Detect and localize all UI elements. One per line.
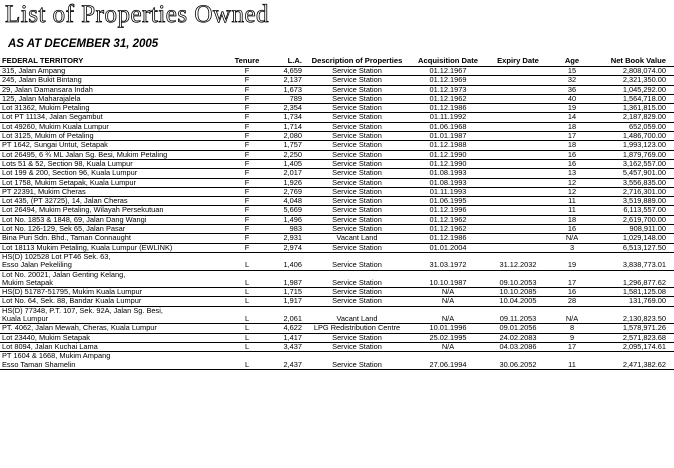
expiry-date-cell (486, 187, 550, 196)
tenure-cell: F (230, 197, 264, 206)
acquisition-date-cell: 01.12.1996 (410, 206, 486, 215)
description-cell: Service Station (304, 113, 410, 122)
location-line: Lot 435, (PT 32725), 14, Jalan Cheras (2, 196, 128, 206)
location-cell (0, 85, 230, 94)
age-cell: 40 (550, 94, 594, 103)
table-row (0, 85, 674, 94)
description-cell: Service Station (304, 85, 410, 94)
la-cell: 1,417 (264, 333, 304, 342)
location-line: Lot No. 20021, Jalan Genting Kelang, (2, 269, 126, 279)
description-cell: Service Station (304, 104, 410, 113)
acquisition-date-cell: 01.12.1990 (410, 150, 486, 159)
description-cell: Service Station (304, 169, 410, 178)
net-book-value-cell: 908,911.00 (594, 225, 674, 234)
age-cell: 19 (550, 252, 594, 270)
location-cell (0, 333, 230, 342)
net-book-value-cell: 1,564,718.00 (594, 94, 674, 103)
net-book-value-cell: 2,130,823.50 (594, 306, 674, 324)
description-cell: Service Station (304, 159, 410, 168)
tenure-cell: F (230, 85, 264, 94)
la-cell: 2,250 (264, 150, 304, 159)
location-line: Lot PT 11134, Jalan Segambut (2, 112, 103, 122)
description-cell: Service Station (304, 333, 410, 342)
tenure-cell: F (230, 243, 264, 252)
acquisition-date-cell: 27.06.1994 (410, 352, 486, 370)
location-line: Kuala Lumpur (2, 314, 49, 324)
acquisition-date-cell: 01.08.1993 (410, 169, 486, 178)
la-cell: 1,917 (264, 297, 304, 306)
acquisition-date-cell: 01.12.1973 (410, 85, 486, 94)
description-cell: Service Station (304, 270, 410, 288)
location-cell (0, 113, 230, 122)
location-line: Lot 31362, Mukim Petaling (2, 103, 90, 113)
la-cell: 2,437 (264, 352, 304, 370)
acquisition-date-cell: 01.12.1990 (410, 159, 486, 168)
la-cell: 2,931 (264, 234, 304, 243)
tenure-cell: L (230, 252, 264, 270)
age-cell: 18 (550, 122, 594, 131)
acquisition-date-cell: 01.12.1962 (410, 215, 486, 224)
acquisition-date-cell: 01.12.1969 (410, 76, 486, 85)
la-cell: 3,437 (264, 342, 304, 351)
location-line: 29, Jalan Damansara Indah (2, 84, 93, 94)
la-cell: 1,734 (264, 113, 304, 122)
table-row (0, 270, 674, 288)
acquisition-date-cell: N/A (410, 342, 486, 351)
tenure-cell: F (230, 206, 264, 215)
expiry-date-cell (486, 94, 550, 103)
acquisition-date-cell: N/A (410, 297, 486, 306)
table-body (0, 67, 674, 370)
tenure-cell: F (230, 104, 264, 113)
description-cell: Service Station (304, 132, 410, 141)
net-book-value-cell: 2,187,829.00 (594, 113, 674, 122)
age-cell: N/A (550, 234, 594, 243)
col-header-acquisition-date: Acquisition Date (410, 57, 486, 67)
page-subtitle: AS AT DECEMBER 31, 2005 (8, 38, 159, 50)
expiry-date-cell (486, 141, 550, 150)
tenure-cell: F (230, 215, 264, 224)
age-cell: N/A (550, 306, 594, 324)
acquisition-date-cell: 01.12.1988 (410, 141, 486, 150)
table-row (0, 306, 674, 324)
expiry-date-cell (486, 169, 550, 178)
age-cell: 36 (550, 85, 594, 94)
tenure-cell: F (230, 76, 264, 85)
la-cell: 1,987 (264, 270, 304, 288)
location-line: HS(D) 102528 Lot PT46 Sek. 63, (2, 251, 111, 261)
acquisition-date-cell: 01.12.1967 (410, 67, 486, 76)
la-cell: 2,354 (264, 104, 304, 113)
la-cell: 5,669 (264, 206, 304, 215)
expiry-date-cell (486, 76, 550, 85)
la-cell: 4,659 (264, 67, 304, 76)
acquisition-date-cell: 01.08.1993 (410, 178, 486, 187)
age-cell: 18 (550, 141, 594, 150)
description-cell: Service Station (304, 297, 410, 306)
location-line: Esso Taman Shamelin (2, 359, 76, 369)
la-cell: 789 (264, 94, 304, 103)
description-cell: Service Station (304, 178, 410, 187)
table-row (0, 76, 674, 85)
table-row (0, 113, 674, 122)
age-cell: 17 (550, 132, 594, 141)
location-line: Lot 8094, Jalan Kuchai Lama (2, 341, 98, 351)
location-line: Lot No. 1853 & 1848, 69, Jalan Dang Wangi (2, 214, 147, 224)
tenure-cell: L (230, 342, 264, 351)
age-cell: 32 (550, 76, 594, 85)
expiry-date-cell (486, 122, 550, 131)
location-line: Lots 51 & 52, Section 98, Kuala Lumpur (2, 158, 133, 168)
la-cell: 4,622 (264, 324, 304, 333)
acquisition-date-cell: 01.01.1987 (410, 132, 486, 141)
la-cell: 2,974 (264, 243, 304, 252)
expiry-date-cell (486, 243, 550, 252)
age-cell: 17 (550, 270, 594, 288)
table-row (0, 206, 674, 215)
location-line: PT 1604 & 1668, Mukim Ampang (2, 351, 111, 361)
description-cell: Service Station (304, 122, 410, 131)
description-cell: Service Station (304, 67, 410, 76)
expiry-date-cell: 09.11.2053 (486, 306, 550, 324)
col-header-age: Age (550, 57, 594, 67)
table-row (0, 252, 674, 270)
acquisition-date-cell: 25.02.1995 (410, 333, 486, 342)
net-book-value-cell: 2,716,301.00 (594, 187, 674, 196)
location-line: HS(D) 51787-51795, Mukim Kuala Lumpur (2, 287, 143, 297)
net-book-value-cell: 1,029,148.00 (594, 234, 674, 243)
description-cell: Service Station (304, 342, 410, 351)
acquisition-date-cell: 01.11.1993 (410, 187, 486, 196)
age-cell: 11 (550, 352, 594, 370)
expiry-date-cell (486, 234, 550, 243)
net-book-value-cell: 5,457,901.00 (594, 169, 674, 178)
net-book-value-cell: 1,578,971.26 (594, 324, 674, 333)
net-book-value-cell: 6,113,557.00 (594, 206, 674, 215)
tenure-cell: F (230, 187, 264, 196)
net-book-value-cell: 2,619,700.00 (594, 215, 674, 224)
la-cell: 1,496 (264, 215, 304, 224)
acquisition-date-cell: 01.12.1962 (410, 94, 486, 103)
age-cell: 18 (550, 215, 594, 224)
net-book-value-cell: 3,556,835.00 (594, 178, 674, 187)
description-cell: Service Station (304, 197, 410, 206)
acquisition-date-cell: 01.12.1986 (410, 104, 486, 113)
age-cell: 28 (550, 297, 594, 306)
description-cell: Service Station (304, 206, 410, 215)
age-cell: 16 (550, 159, 594, 168)
location-cell (0, 352, 230, 370)
tenure-cell: F (230, 113, 264, 122)
table-row (0, 352, 674, 370)
location-cell (0, 306, 230, 324)
age-cell: 8 (550, 324, 594, 333)
la-cell: 983 (264, 225, 304, 234)
expiry-date-cell: 09.10.2053 (486, 270, 550, 288)
table-row (0, 333, 674, 342)
description-cell: Service Station (304, 288, 410, 297)
age-cell: 17 (550, 342, 594, 351)
description-cell: Vacant Land (304, 234, 410, 243)
expiry-date-cell: 30.06.2052 (486, 352, 550, 370)
location-line: 125, Jalan Maharajalela (2, 93, 81, 103)
net-book-value-cell: 6,513,127.50 (594, 243, 674, 252)
description-cell: Service Station (304, 225, 410, 234)
location-line: Lot 18113 Mukim Petaling, Kuala Lumpur (EWLINK) (2, 242, 173, 252)
la-cell: 1,406 (264, 252, 304, 270)
expiry-date-cell (486, 132, 550, 141)
la-cell: 2,769 (264, 187, 304, 196)
col-header-description: Description of Properties (304, 57, 410, 67)
description-cell: Service Station (304, 150, 410, 159)
table-row (0, 234, 674, 243)
expiry-date-cell: 24.02.2083 (486, 333, 550, 342)
location-cell (0, 76, 230, 85)
la-cell: 1,405 (264, 159, 304, 168)
location-line: Lot 49260, Mukim Kuala Lumpur (2, 121, 109, 131)
description-cell: Service Station (304, 252, 410, 270)
col-header-la: L.A. (264, 57, 304, 67)
location-line: Esso Jalan Pekeliling (2, 260, 72, 270)
col-header-tenure: Tenure (230, 57, 264, 67)
tenure-cell: L (230, 306, 264, 324)
age-cell: 14 (550, 113, 594, 122)
la-cell: 2,017 (264, 169, 304, 178)
expiry-date-cell (486, 215, 550, 224)
acquisition-date-cell: 01.12.1962 (410, 225, 486, 234)
table-row (0, 178, 674, 187)
description-cell: Service Station (304, 141, 410, 150)
location-line: Mukim Setapak (2, 277, 53, 287)
la-cell: 4,048 (264, 197, 304, 206)
tenure-cell: F (230, 67, 264, 76)
age-cell: 11 (550, 206, 594, 215)
tenure-cell: F (230, 234, 264, 243)
location-line: Lot No. 64, Sek. 88, Bandar Kuala Lumpur (2, 296, 142, 306)
net-book-value-cell: 1,581,125.08 (594, 288, 674, 297)
table-row (0, 324, 674, 333)
location-cell (0, 234, 230, 243)
table-row (0, 169, 674, 178)
description-cell: Service Station (304, 243, 410, 252)
expiry-date-cell (486, 206, 550, 215)
net-book-value-cell: 1,296,877.62 (594, 270, 674, 288)
acquisition-date-cell: 01.06.1968 (410, 122, 486, 131)
acquisition-date-cell: 01.11.1992 (410, 113, 486, 122)
age-cell: 19 (550, 104, 594, 113)
description-cell: Service Station (304, 352, 410, 370)
location-line: HS(D) 77348, P.T. 107, Sek. 92A, Jalan Sg. Besi, (2, 305, 163, 315)
location-line: 245, Jalan Bukit Bintang (2, 75, 82, 85)
age-cell: 9 (550, 333, 594, 342)
tenure-cell: F (230, 141, 264, 150)
acquisition-date-cell: 01.01.2004 (410, 243, 486, 252)
location-line: PT 22391, Mukim Cheras (2, 186, 86, 196)
acquisition-date-cell: N/A (410, 306, 486, 324)
location-cell (0, 178, 230, 187)
net-book-value-cell: 2,471,382.62 (594, 352, 674, 370)
net-book-value-cell: 1,993,123.00 (594, 141, 674, 150)
acquisition-date-cell: N/A (410, 288, 486, 297)
expiry-date-cell (486, 159, 550, 168)
la-cell: 1,715 (264, 288, 304, 297)
tenure-cell: L (230, 324, 264, 333)
expiry-date-cell (486, 67, 550, 76)
description-cell: LPG Redistribution Centre (304, 324, 410, 333)
net-book-value-cell: 3,838,773.01 (594, 252, 674, 270)
la-cell: 1,714 (264, 122, 304, 131)
expiry-date-cell: 04.03.2086 (486, 342, 550, 351)
expiry-date-cell (486, 113, 550, 122)
age-cell: 11 (550, 197, 594, 206)
properties-table (0, 57, 674, 370)
tenure-cell: L (230, 333, 264, 342)
location-line: Lot 3125, Mukim of Petaling (2, 131, 94, 141)
expiry-date-cell: 10.04.2005 (486, 297, 550, 306)
tenure-cell: F (230, 225, 264, 234)
location-line: Lot No. 126-129, Sek 65, Jalan Pasar (2, 224, 126, 234)
location-cell (0, 206, 230, 215)
expiry-date-cell (486, 197, 550, 206)
net-book-value-cell: 2,808,074.00 (594, 67, 674, 76)
net-book-value-cell: 131,769.00 (594, 297, 674, 306)
net-book-value-cell: 652,059.00 (594, 122, 674, 131)
net-book-value-cell: 1,045,292.00 (594, 85, 674, 94)
net-book-value-cell: 2,095,174.61 (594, 342, 674, 351)
la-cell: 1,926 (264, 178, 304, 187)
expiry-date-cell: 31.12.2032 (486, 252, 550, 270)
tenure-cell: L (230, 297, 264, 306)
tenure-cell: L (230, 352, 264, 370)
age-cell: 12 (550, 178, 594, 187)
acquisition-date-cell: 10.01.1996 (410, 324, 486, 333)
expiry-date-cell (486, 104, 550, 113)
tenure-cell: F (230, 169, 264, 178)
tenure-cell: F (230, 178, 264, 187)
description-cell: Service Station (304, 94, 410, 103)
location-line: Lot 199 & 200, Section 96, Kuala Lumpur (2, 168, 138, 178)
age-cell: 16 (550, 288, 594, 297)
location-cell (0, 141, 230, 150)
location-cell (0, 270, 230, 288)
location-line: Lot 23440, Mukim Setapak (2, 332, 90, 342)
location-line: 315, Jalan Ampang (2, 66, 66, 75)
col-header-expiry-date: Expiry Date (486, 57, 550, 67)
acquisition-date-cell: 10.10.1987 (410, 270, 486, 288)
net-book-value-cell: 3,519,889.00 (594, 197, 674, 206)
tenure-cell: L (230, 270, 264, 288)
age-cell: 15 (550, 67, 594, 76)
tenure-cell: F (230, 159, 264, 168)
expiry-date-cell (486, 178, 550, 187)
location-line: PT 1642, Sungai Untut, Setapak (2, 140, 108, 150)
acquisition-date-cell: 01.12.1986 (410, 234, 486, 243)
location-line: Bina Puri Sdn. Bhd., Taman Connaught (2, 233, 131, 243)
description-cell: Service Station (304, 76, 410, 85)
location-cell (0, 297, 230, 306)
la-cell: 2,061 (264, 306, 304, 324)
age-cell: 16 (550, 225, 594, 234)
expiry-date-cell (486, 85, 550, 94)
net-book-value-cell: 1,361,815.00 (594, 104, 674, 113)
age-cell: 13 (550, 169, 594, 178)
expiry-date-cell (486, 150, 550, 159)
net-book-value-cell: 2,321,350.00 (594, 76, 674, 85)
net-book-value-cell: 1,486,700.00 (594, 132, 674, 141)
expiry-date-cell: 10.10.2085 (486, 288, 550, 297)
acquisition-date-cell: 01.06.1995 (410, 197, 486, 206)
net-book-value-cell: 2,571,823.68 (594, 333, 674, 342)
location-line: Lot 1758, Mukim Setapak, Kuala Lumpur (2, 177, 136, 187)
age-cell: 12 (550, 187, 594, 196)
age-cell: 3 (550, 243, 594, 252)
location-cell (0, 324, 230, 333)
table-row (0, 297, 674, 306)
net-book-value-cell: 1,879,769.00 (594, 150, 674, 159)
net-book-value-cell: 3,162,557.00 (594, 159, 674, 168)
tenure-cell: F (230, 94, 264, 103)
la-cell: 2,137 (264, 76, 304, 85)
location-line: Lot 26495, 6 ¾ ML Jalan Sg. Besi, Mukim Petaling (2, 149, 168, 159)
la-cell: 1,757 (264, 141, 304, 150)
col-header-net-book-value: Net Book Value (594, 57, 674, 67)
acquisition-date-cell: 31.03.1972 (410, 252, 486, 270)
description-cell: Vacant Land (304, 306, 410, 324)
table-row (0, 141, 674, 150)
la-cell: 2,080 (264, 132, 304, 141)
page-title: List of Properties Owned (5, 1, 270, 28)
tenure-cell: F (230, 150, 264, 159)
location-cell (0, 252, 230, 270)
description-cell: Service Station (304, 187, 410, 196)
la-cell: 1,673 (264, 85, 304, 94)
age-cell: 16 (550, 150, 594, 159)
tenure-cell: F (230, 122, 264, 131)
tenure-cell: L (230, 288, 264, 297)
expiry-date-cell: 09.01.2056 (486, 324, 550, 333)
location-line: PT. 4062, Jalan Mewah, Cheras, Kuala Lumpur (2, 323, 157, 333)
location-cell (0, 169, 230, 178)
location-line: Lot 26494, Mukim Petaling, Wilayah Persekutuan (2, 205, 164, 215)
expiry-date-cell (486, 225, 550, 234)
col-header-territory: FEDERAL TERRITORY (0, 57, 230, 67)
tenure-cell: F (230, 132, 264, 141)
description-cell: Service Station (304, 215, 410, 224)
